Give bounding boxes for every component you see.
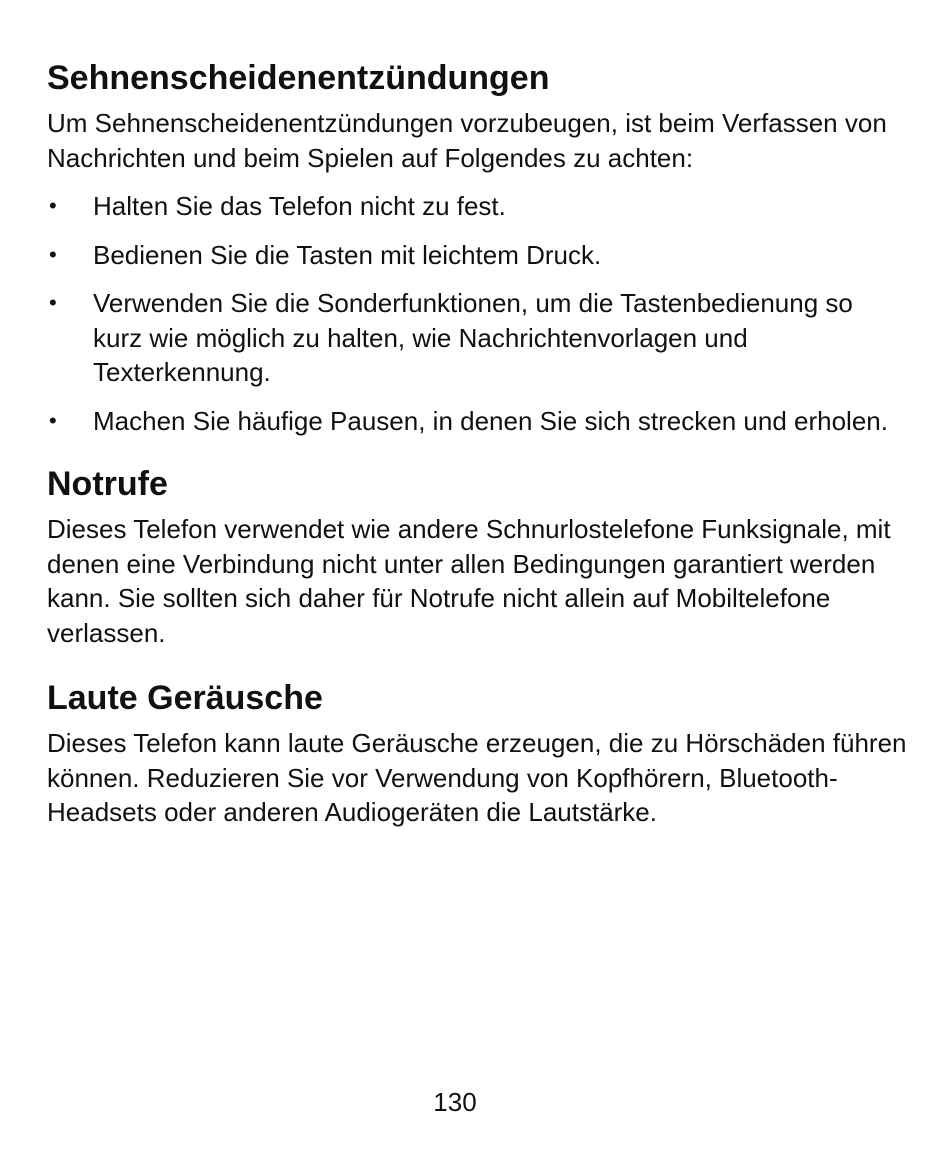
section-intro: Um Sehnenscheidenentzündungen vorzubeugen, ist beim Verfassen von Nachrichten und beim Spielen auf Folgendes zu achten:: [47, 108, 887, 173]
document-page: [47, 56, 907, 830]
list-item: [47, 238, 907, 273]
section-notrufe: [47, 462, 907, 650]
section-body: Dieses Telefon verwendet wie andere Schnurlostelefone Funksignale, mit denen eine Verbindung nicht unter allen Bedingungen garantiert werden kann. Sie sollten sich daher für Notrufe nicht allein auf Mobiltelefone verlassen.: [47, 514, 891, 648]
page-number: 130: [433, 1087, 477, 1117]
section-sehnenscheidenentzuendungen: [47, 56, 907, 438]
bullet-icon: •: [49, 407, 57, 433]
bullet-icon: •: [49, 193, 57, 218]
bullet-icon: •: [49, 241, 57, 267]
list-item-text: Bedienen Sie die Tasten mit leichtem Druck.: [93, 239, 602, 270]
section-body: Dieses Telefon kann laute Geräusche erzeugen, die zu Hörschäden führen können. Reduzieren Sie vor Verwendung von Kopfhörern, Bluetooth-Headsets oder anderen Audiogeräten die Lautstärke.: [47, 728, 907, 827]
section-heading: Laute Geräusche: [47, 679, 323, 717]
list-item: [47, 286, 907, 390]
bullet-list: [47, 189, 907, 438]
list-item: [47, 189, 907, 224]
section-heading: Notrufe: [47, 465, 168, 503]
list-item-text: Machen Sie häufige Pausen, in denen Sie sich strecken und erholen.: [93, 405, 888, 436]
list-item-text: Halten Sie das Telefon nicht zu fest.: [93, 191, 506, 221]
bullet-icon: •: [49, 290, 57, 315]
section-laute-geraeusche: [47, 676, 907, 830]
list-item-text: Verwenden Sie die Sonderfunktionen, um die Tastenbedienung so kurz wie möglich zu halten, wie Nachrichtenvorlagen und Texterkennung.: [93, 288, 853, 387]
section-heading: Sehnenscheidenentzündungen: [47, 59, 550, 97]
list-item: [47, 404, 907, 439]
